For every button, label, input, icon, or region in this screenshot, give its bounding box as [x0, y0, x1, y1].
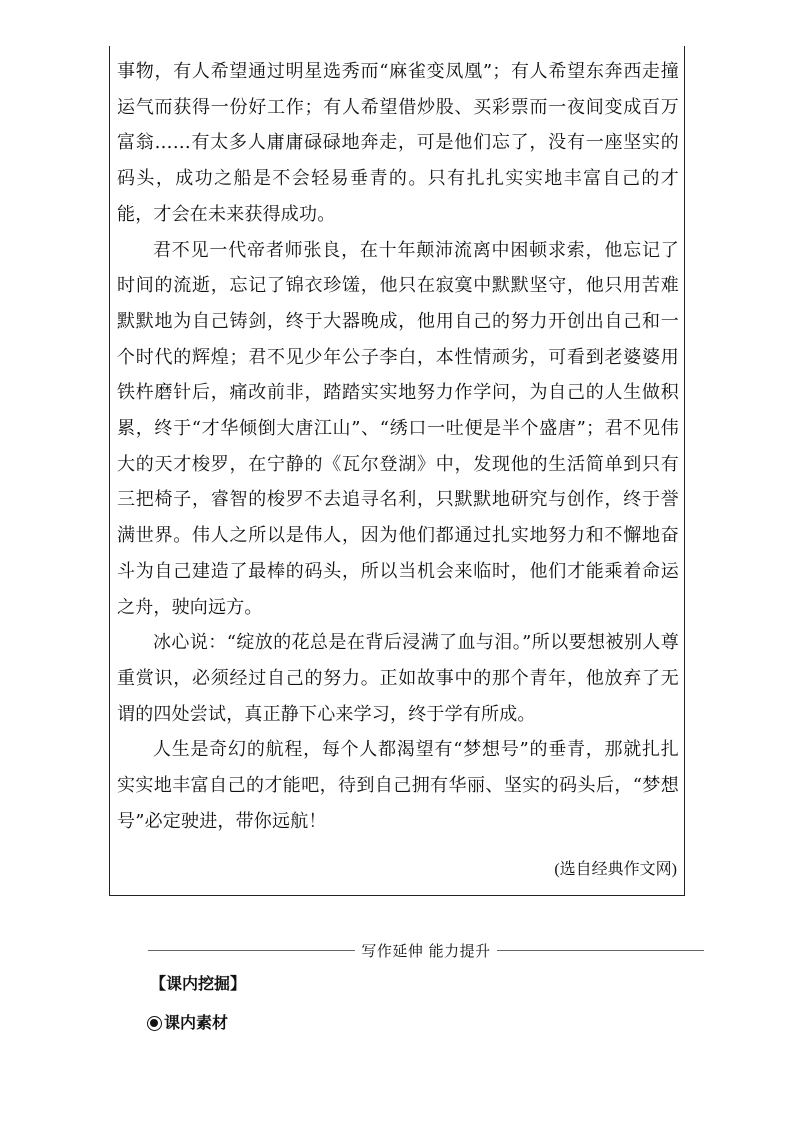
section-header: [148, 938, 704, 962]
essay-paragraph: 君不见一代帝者师张良，在十年颠沛流离中困顿求索，他忘记了时间的流逝，忘记了锦衣珍馐，他只在寂寞中默默坚守，他只用苦难默默地为自己铸剑，终于大器晚成，他用自己的努力开创出自己和一个时代的辉煌；君不见少年公子李白，本性情顽劣，可看到老婆婆用铁杵磨针后，痛改前非，踏踏实实地努力作学问，为自己的人生做积累，终于“才华倾倒大唐江山”、“绣口一吐便是半个盛唐”；君不见伟大的天才梭罗，在宁静的《瓦尔登湖》中，发现他的生活简单到只有三把椅子，睿智的梭罗不去追寻名利，只默默地研究与创作，终于誉满世界。伟人之所以是伟人，因为他们都通过扎实地努力和不懈地奋斗为自己建造了最棒的码头，所以当机会来临时，他们才能乘着命运之舟，驶向远方。: [117, 239, 679, 618]
essay-paragraph: 事物，有人希望通过明星选秀而“麻雀变凤凰”；有人希望东奔西走撞运气而获得一份好工作；有人希望借炒股、买彩票而一夜间变成百万富翁……有太多人庸庸碌碌地奔走，可是他们忘了，没有一座坚实的码头，成功之船是不会轻易垂青的。只有扎扎实实地丰富自己的才能，才会在未来获得成功。: [117, 61, 679, 225]
section-header-rule-right: [497, 950, 704, 951]
essay-source: (选自经典作文网): [554, 861, 677, 878]
filled-circle-bullet-icon: [147, 1016, 162, 1031]
essay-paragraph: 人生是奇幻的航程，每个人都渴望有“梦想号”的垂青，那就扎扎实实地丰富自己的才能吧，待到自己拥有华丽、坚实的码头后，“梦想号”必定驶进，带你远航！: [117, 739, 679, 832]
material-heading-label: 课内素材: [164, 1013, 229, 1032]
essay-paragraph: 冰心说：“绽放的花总是在背后浸满了血与泪。”所以要想被别人尊重赏识，必须经过自己的努力。正如故事中的那个青年，他放弃了无谓的四处尝试，真正静下心来学习，终于学有所成。: [117, 632, 679, 725]
subsection-heading: 【课内挖掘】: [150, 974, 247, 993]
material-heading: [147, 1011, 228, 1035]
section-header-rule-left: [148, 950, 355, 951]
section-title: 写作延伸 能力提升: [361, 941, 491, 960]
essay-body: [117, 54, 679, 839]
